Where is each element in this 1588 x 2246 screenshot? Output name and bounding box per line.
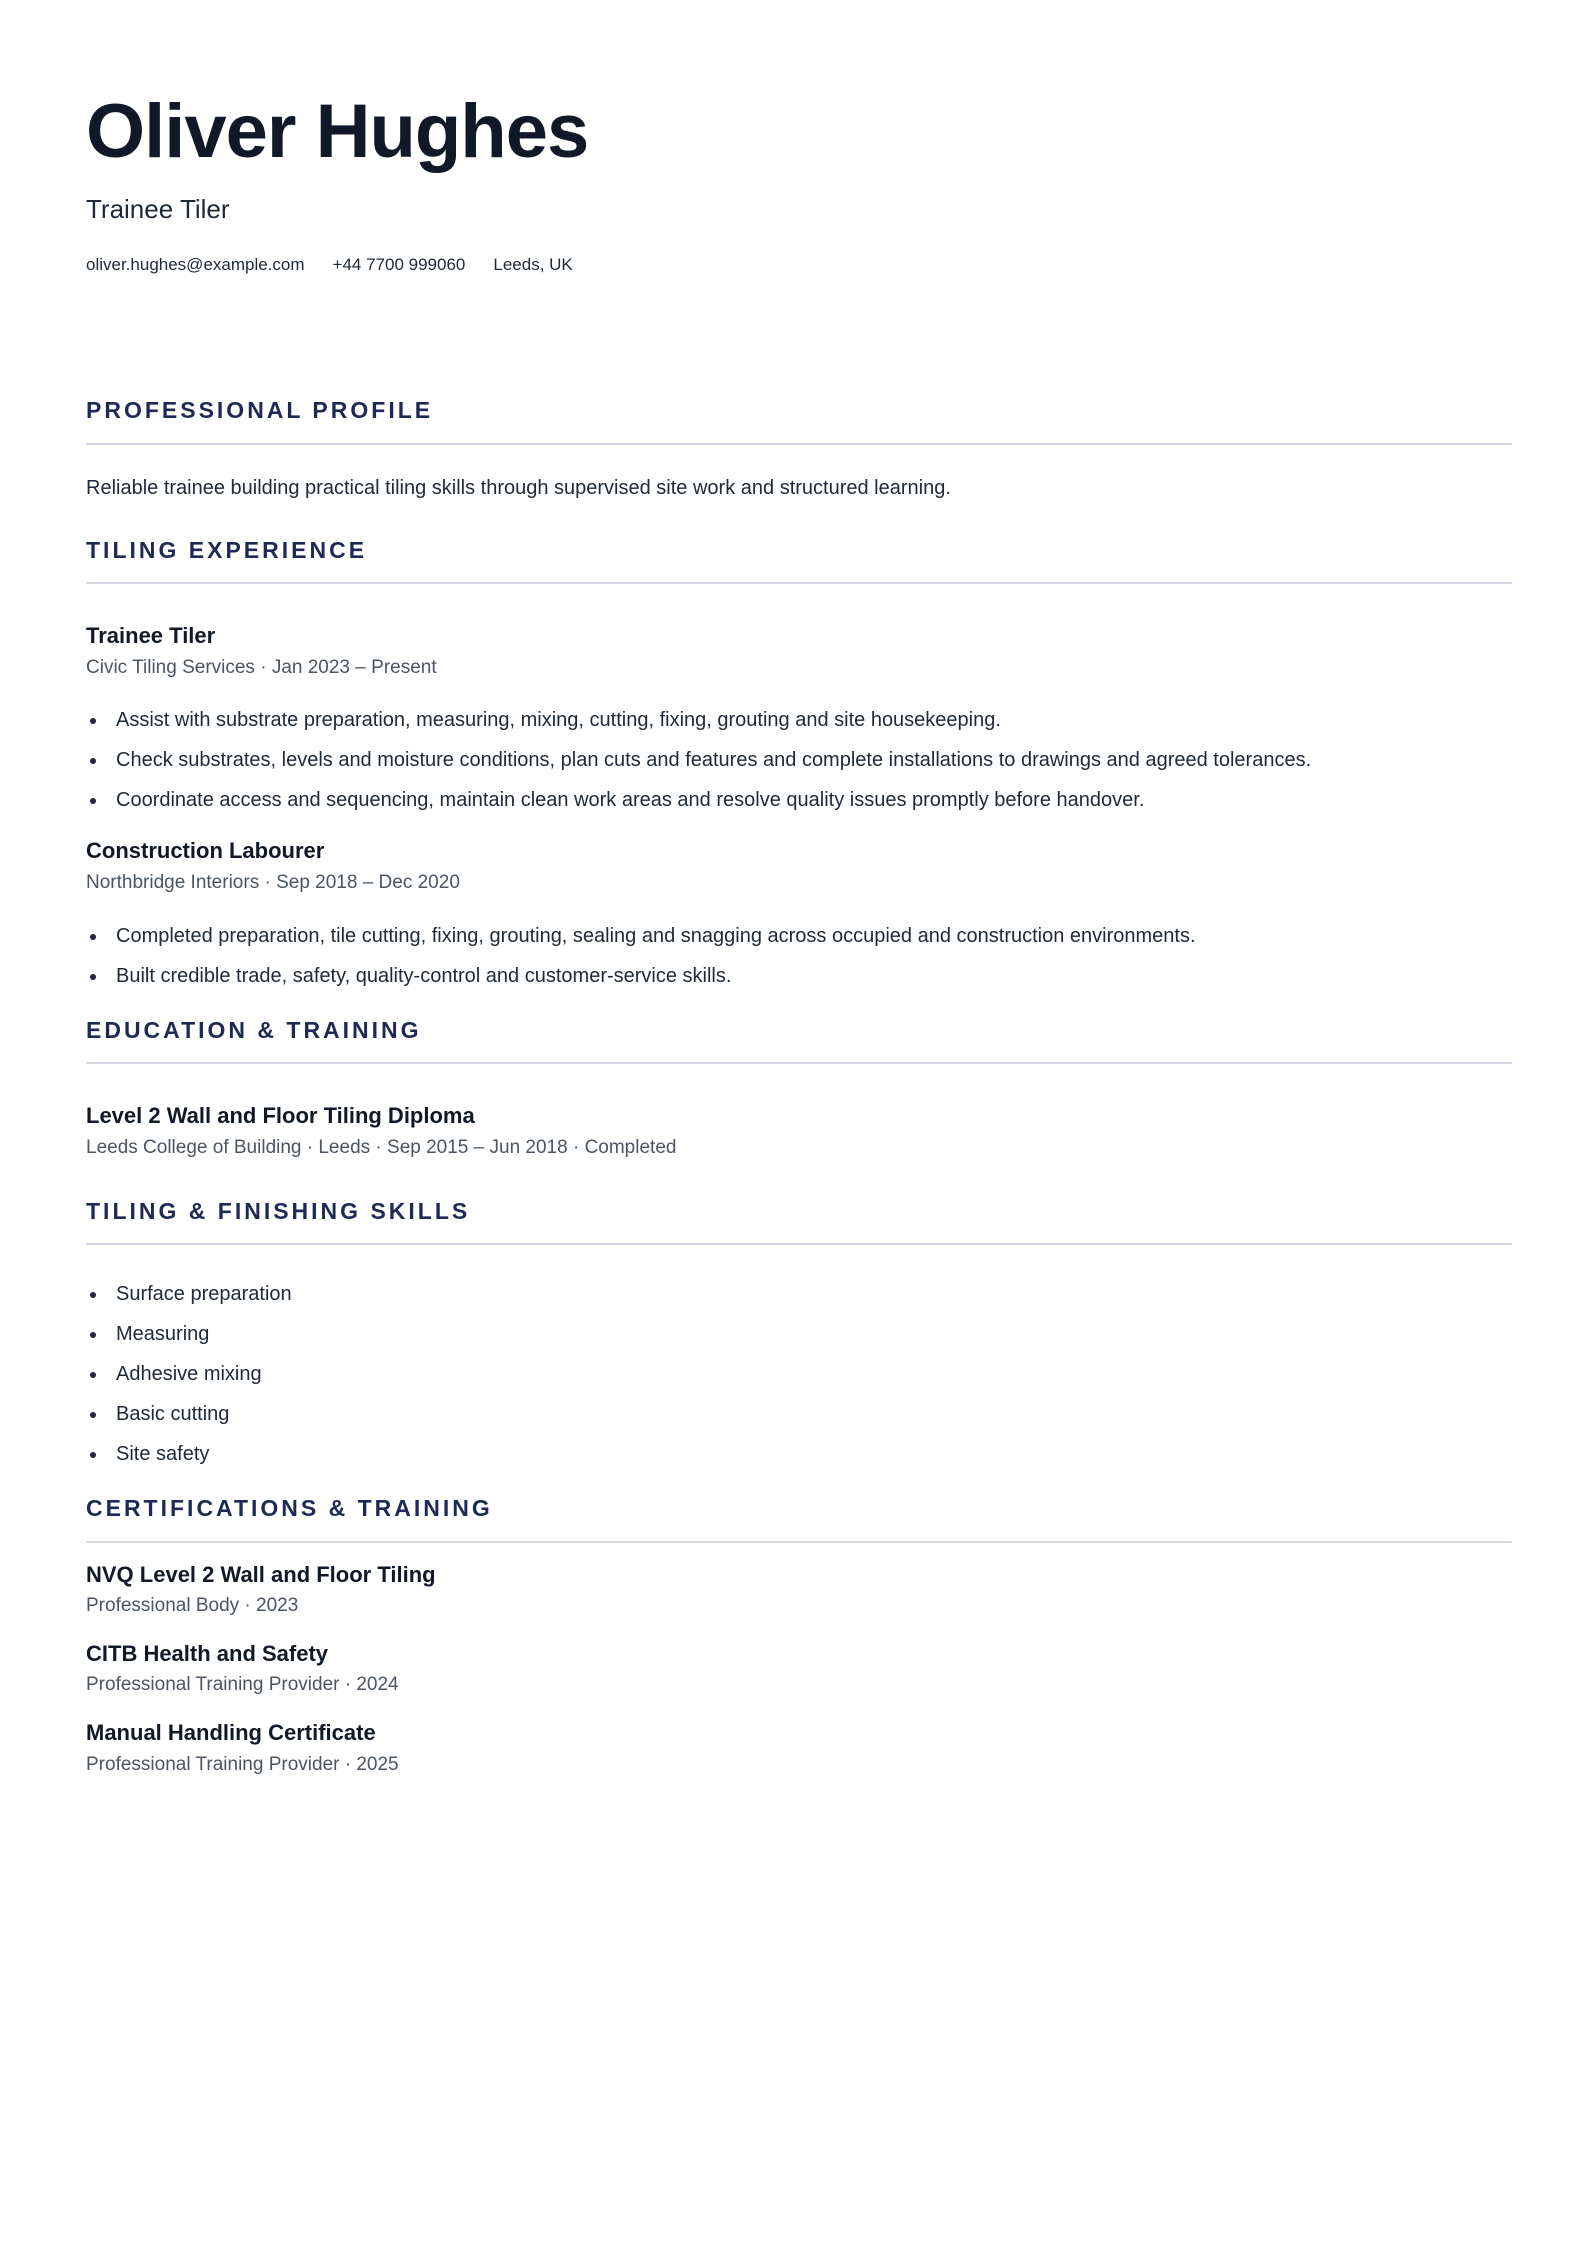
section-experience bbox=[86, 537, 1512, 989]
certification-title: NVQ Level 2 Wall and Floor Tiling bbox=[86, 1561, 436, 1587]
certification-meta: Professional Training Provider · 2025 bbox=[86, 1753, 399, 1775]
section-profile bbox=[86, 397, 1512, 501]
section-title-skills: TILING & FINISHING SKILLS bbox=[86, 1197, 471, 1224]
certification-title: Manual Handling Certificate bbox=[86, 1720, 376, 1746]
section-skills bbox=[86, 1198, 1512, 1468]
section-divider bbox=[86, 443, 1512, 445]
job-bullet: Coordinate access and sequencing, maintain clean work areas and resolve quality issues promptly before handover. bbox=[116, 787, 1512, 813]
profile-summary: Reliable trainee building practical tiling skills through supervised site work and structured learning. bbox=[86, 476, 951, 499]
certification-meta: Professional Body · 2023 bbox=[86, 1595, 299, 1617]
section-divider bbox=[86, 1541, 1512, 1543]
section-divider bbox=[86, 1243, 1512, 1245]
certification-entry bbox=[86, 1719, 1512, 1776]
section-title-certifications: CERTIFICATIONS & TRAINING bbox=[86, 1495, 493, 1522]
resume-page bbox=[86, 89, 1512, 1776]
certification-entry bbox=[86, 1561, 1512, 1618]
certification-meta: Professional Training Provider · 2024 bbox=[86, 1674, 399, 1696]
skill-item: Site safety bbox=[116, 1441, 1512, 1467]
job-meta: Civic Tiling Services · Jan 2023 – Present bbox=[86, 656, 437, 678]
job-bullets bbox=[86, 707, 1512, 813]
skill-item: Basic cutting bbox=[116, 1401, 1512, 1427]
section-education bbox=[86, 1017, 1512, 1160]
skill-item: Adhesive mixing bbox=[116, 1361, 1512, 1387]
job-bullet: Built credible trade, safety, quality-control and customer-service skills. bbox=[116, 963, 1512, 989]
skill-item: Measuring bbox=[116, 1321, 1512, 1347]
section-title-education: EDUCATION & TRAINING bbox=[86, 1016, 422, 1043]
job-title: Trainee Tiler bbox=[86, 623, 216, 649]
education-meta: Leeds College of Building · Leeds · Sep 2015 – Jun 2018 · Completed bbox=[86, 1136, 677, 1158]
certification-title: CITB Health and Safety bbox=[86, 1640, 329, 1666]
job-meta: Northbridge Interiors · Sep 2018 – Dec 2020 bbox=[86, 871, 460, 893]
job-entry bbox=[86, 837, 1512, 988]
section-certifications bbox=[86, 1495, 1512, 1776]
candidate-role: Trainee Tiler bbox=[86, 193, 230, 224]
job-title: Construction Labourer bbox=[86, 838, 325, 864]
contact-location: Leeds, UK bbox=[493, 254, 573, 274]
education-entry bbox=[86, 1102, 1512, 1159]
job-bullets bbox=[86, 923, 1512, 989]
job-bullet: Check substrates, levels and moisture conditions, plan cuts and features and complete installations to drawings and agreed tolerances. bbox=[116, 747, 1512, 773]
job-bullet: Completed preparation, tile cutting, fixing, grouting, sealing and snagging across occupied and construction environments. bbox=[116, 923, 1512, 949]
certification-entry bbox=[86, 1640, 1512, 1697]
section-divider bbox=[86, 1062, 1512, 1064]
section-title-profile: PROFESSIONAL PROFILE bbox=[86, 396, 434, 423]
candidate-name: Oliver Hughes bbox=[86, 89, 589, 174]
skill-item: Surface preparation bbox=[116, 1281, 1512, 1307]
section-title-experience: TILING EXPERIENCE bbox=[86, 536, 368, 563]
contact-phone: +44 7700 999060 bbox=[332, 254, 466, 274]
job-entry bbox=[86, 622, 1512, 813]
skills-list bbox=[86, 1281, 1512, 1467]
education-title: Level 2 Wall and Floor Tiling Diploma bbox=[86, 1103, 475, 1129]
job-bullet: Assist with substrate preparation, measuring, mixing, cutting, fixing, grouting and site housekeeping. bbox=[116, 707, 1512, 733]
contact-email: oliver.hughes@example.com bbox=[86, 254, 305, 274]
contact-line bbox=[86, 255, 1512, 275]
section-divider bbox=[86, 582, 1512, 584]
resume-header bbox=[86, 89, 1512, 275]
